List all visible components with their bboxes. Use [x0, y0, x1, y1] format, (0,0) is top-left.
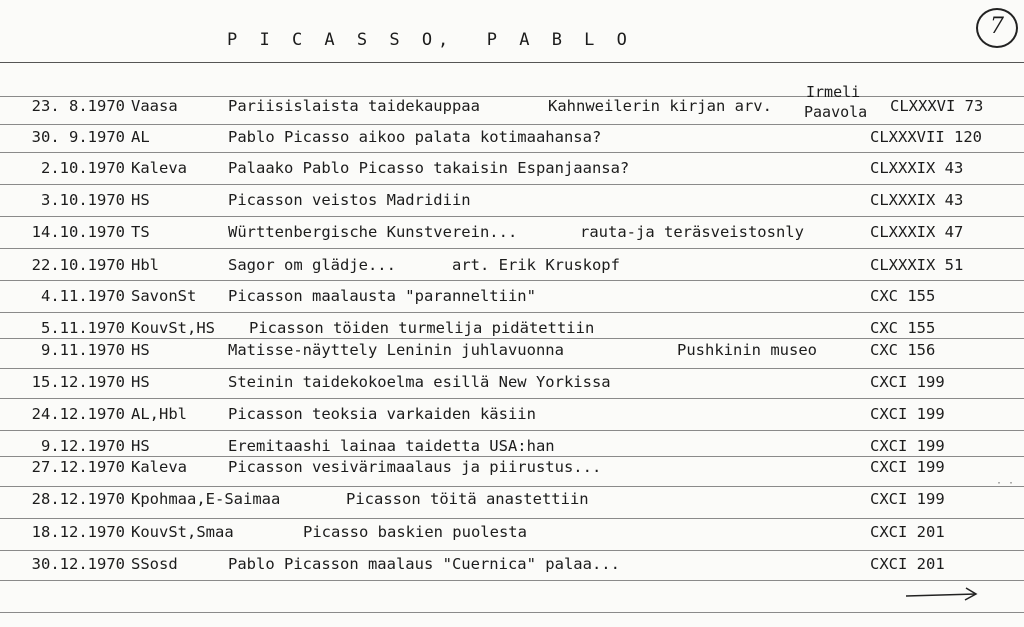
list-item [0, 341, 1024, 361]
divider [0, 518, 1024, 519]
divider [0, 612, 1024, 613]
entry-source: SavonSt [131, 287, 197, 305]
entry-reference: CXCI 199 [870, 458, 945, 476]
entry-reference: CLXXXIX 47 [870, 223, 964, 241]
entry-title: Pablo Picasson maalaus "Cuernica" palaa... [228, 555, 620, 573]
entry-reference: CXCI 199 [870, 490, 945, 508]
entry-title: Picasso baskien puolesta [303, 523, 527, 541]
entry-date: 30. 9.1970 [31, 128, 125, 146]
entry-reference: CXCI 201 [870, 555, 945, 573]
divider [0, 550, 1024, 551]
entry-date: 4.11.1970 [41, 287, 125, 305]
entry-source: Kaleva [131, 159, 187, 177]
entry-reference: CLXXXVII 120 [870, 128, 982, 146]
entry-date: 5.11.1970 [41, 319, 125, 337]
list-item [0, 223, 1024, 243]
divider [0, 248, 1024, 249]
list-item [0, 405, 1024, 425]
entry-date: 9.12.1970 [41, 437, 125, 455]
divider [0, 398, 1024, 399]
divider [0, 430, 1024, 431]
entry-source: HS [131, 191, 150, 209]
entry-source: HS [131, 437, 150, 455]
list-item [0, 523, 1024, 543]
list-item [0, 555, 1024, 575]
divider [0, 486, 1024, 487]
entry-reference: CLXXXIX 51 [870, 256, 964, 274]
entry-title: Picasson töitä anastettiin [346, 490, 589, 508]
entry-title: Picasson töiden turmelija pidätettiin [249, 319, 595, 337]
entry-source: AL [131, 128, 150, 146]
entry-date: 28.12.1970 [31, 490, 125, 508]
entry-note: Pushkinin museo [677, 341, 817, 359]
entry-reference: CLXXXIX 43 [870, 191, 964, 209]
list-item [0, 287, 1024, 307]
entry-reference: CXCI 199 [870, 373, 945, 391]
list-item [0, 97, 1024, 117]
author-last-name: Paavola [804, 103, 868, 121]
entry-date: 2.10.1970 [41, 159, 125, 177]
entry-source: HS [131, 341, 150, 359]
entry-date: 27.12.1970 [31, 458, 125, 476]
entry-date: 22.10.1970 [31, 256, 125, 274]
entry-note: rauta-ja teräsveistosnly [580, 223, 804, 241]
entry-source: Vaasa [131, 97, 178, 115]
entry-date: 3.10.1970 [41, 191, 125, 209]
page-number-circle: 7 [976, 8, 1018, 48]
entry-title: Württenbergische Kunstverein... [228, 223, 518, 241]
entry-title: Pablo Picasso aikoo palata kotimaahansa? [228, 128, 602, 146]
entry-note: art. Erik Kruskopf [452, 256, 620, 274]
entry-title: Picasson vesivärimaalaus ja piirustus... [228, 458, 602, 476]
entry-source: Kaleva [131, 458, 187, 476]
list-item [0, 437, 1024, 457]
entry-title: Picasson veistos Madridiin [228, 191, 471, 209]
list-item [0, 373, 1024, 393]
entry-source: SSosd [131, 555, 178, 573]
entry-reference: CXC 156 [870, 341, 936, 359]
entry-reference: CXCI 201 [870, 523, 945, 541]
entry-reference: CXC 155 [870, 287, 936, 305]
list-item [0, 319, 1024, 339]
entry-note: Kahnweilerin kirjan arv. [548, 97, 772, 115]
divider [0, 216, 1024, 217]
entry-title: Picasson maalausta "paranneltiin" [228, 287, 536, 305]
entry-reference: CLXXXVI 73 [890, 97, 984, 115]
entry-title: Sagor om glädje... [228, 256, 396, 274]
card-title: P I C A S S O, P A B L O [227, 30, 633, 50]
divider [0, 580, 1024, 581]
continue-arrow-icon [904, 584, 980, 604]
entry-reference: CXCI 199 [870, 405, 945, 423]
divider [0, 280, 1024, 281]
entry-date: 9.11.1970 [41, 341, 125, 359]
entry-date: 24.12.1970 [31, 405, 125, 423]
entry-date: 30.12.1970 [31, 555, 125, 573]
entry-source: KouvSt,Smaa [131, 523, 234, 541]
divider [0, 62, 1024, 63]
entry-title: Eremitaashi lainaa taidetta USA:han [228, 437, 555, 455]
entry-reference: CXC 155 [870, 319, 936, 337]
entry-source: Kpohmaa,E-Saimaa [131, 490, 281, 508]
entry-date: 15.12.1970 [31, 373, 125, 391]
divider [0, 312, 1024, 313]
divider [0, 184, 1024, 185]
entry-title: Pariisislaista taidekauppaa [228, 97, 480, 115]
entry-source: HS [131, 373, 150, 391]
entry-title: Matisse-näyttely Leninin juhlavuonna [228, 341, 564, 359]
divider [0, 368, 1024, 369]
entry-date: 23. 8.1970 [31, 97, 125, 115]
entry-title: Steinin taidekokoelma esillä New Yorkissa [228, 373, 611, 391]
divider [0, 152, 1024, 153]
list-item [0, 159, 1024, 179]
list-item [0, 191, 1024, 211]
list-item [0, 256, 1024, 276]
entry-reference: CLXXXIX 43 [870, 159, 964, 177]
scan-speck: · · [996, 478, 1015, 489]
entry-source: Hbl [131, 256, 159, 274]
entry-source: KouvSt,HS [131, 319, 215, 337]
entry-date: 18.12.1970 [31, 523, 125, 541]
entry-source: TS [131, 223, 150, 241]
entry-reference: CXCI 199 [870, 437, 945, 455]
author-first-name: Irmeli [806, 83, 861, 101]
list-item [0, 490, 1024, 510]
list-item [0, 128, 1024, 148]
list-item [0, 458, 1024, 478]
entry-source: AL,Hbl [131, 405, 187, 423]
entry-title: Palaako Pablo Picasso takaisin Espanjaansa? [228, 159, 630, 177]
entry-title: Picasson teoksia varkaiden käsiin [228, 405, 536, 423]
divider [0, 124, 1024, 125]
entry-date: 14.10.1970 [31, 223, 125, 241]
